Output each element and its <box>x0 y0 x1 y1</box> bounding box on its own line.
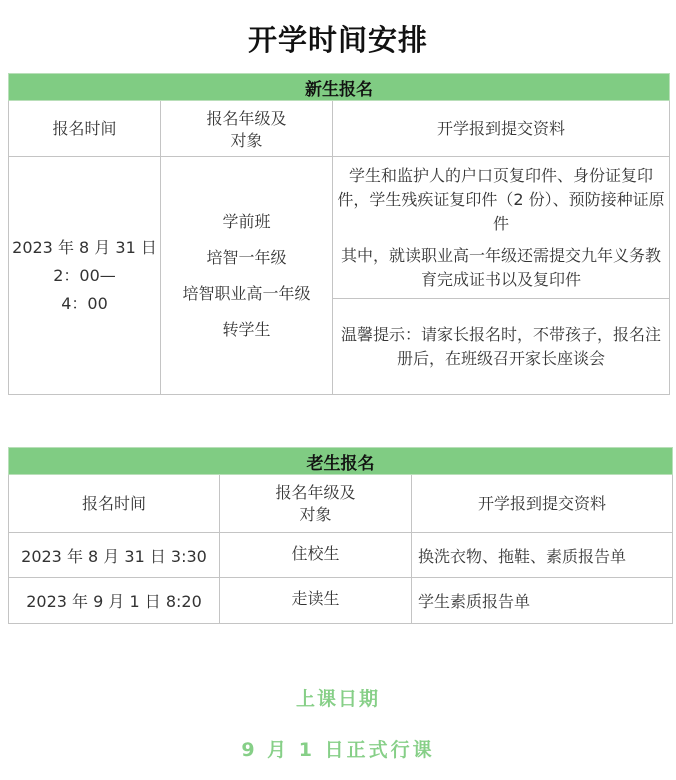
new-student-band: 新生报名 <box>9 74 670 101</box>
new-student-table <box>8 73 670 395</box>
row-grade: 走读生 <box>220 578 412 624</box>
class-start-date: 9 月 1 日正式行课 <box>241 739 435 761</box>
grade-list <box>161 157 333 395</box>
header-grade: 报名年级及 对象 <box>161 101 333 157</box>
grade-item: 学前班 <box>222 211 271 231</box>
grade-item: 培智职业高一年级 <box>182 283 311 303</box>
row-grade: 住校生 <box>220 533 412 578</box>
materials-text: 学生和监护人的户口页复印件、身份证复印件，学生残疾证复印件（2 份）、预防接种证原件 <box>337 165 665 233</box>
row-materials: 学生素质报告单 <box>412 578 673 624</box>
header-grade: 报名年级及 对象 <box>220 475 412 533</box>
row-time: 2023 年 8 月 31 日 3:30 <box>9 533 220 578</box>
materials-cell <box>333 157 670 299</box>
page-title: 开学时间安排 <box>247 23 428 57</box>
returning-student-table <box>8 447 673 624</box>
header-materials: 开学报到提交资料 <box>412 475 673 533</box>
materials-extra-text: 其中，就读职业高一年级还需提交九年义务教育完成证书以及复印件 <box>340 245 661 289</box>
row-time: 2023 年 9 月 1 日 8:20 <box>9 578 220 624</box>
row-materials: 换洗衣物、拖鞋、素质报告单 <box>412 533 673 578</box>
tip-text: 温馨提示：请家长报名时，不带孩子，报名注册后，在班级召开家长座谈会 <box>340 324 661 368</box>
header-materials: 开学报到提交资料 <box>333 101 670 157</box>
table-row <box>9 578 673 624</box>
class-date-heading: 上课日期 <box>295 688 380 710</box>
tip-cell <box>333 299 670 395</box>
header-time: 报名时间 <box>9 475 220 533</box>
returning-student-band: 老生报名 <box>9 448 673 475</box>
grade-item: 培智一年级 <box>206 247 287 267</box>
table-row <box>9 533 673 578</box>
grade-item: 转学生 <box>222 319 271 339</box>
header-time: 报名时间 <box>9 101 161 157</box>
registration-time-cell: 2023 年 8 月 31 日 2：00— 4：00 <box>9 157 161 395</box>
